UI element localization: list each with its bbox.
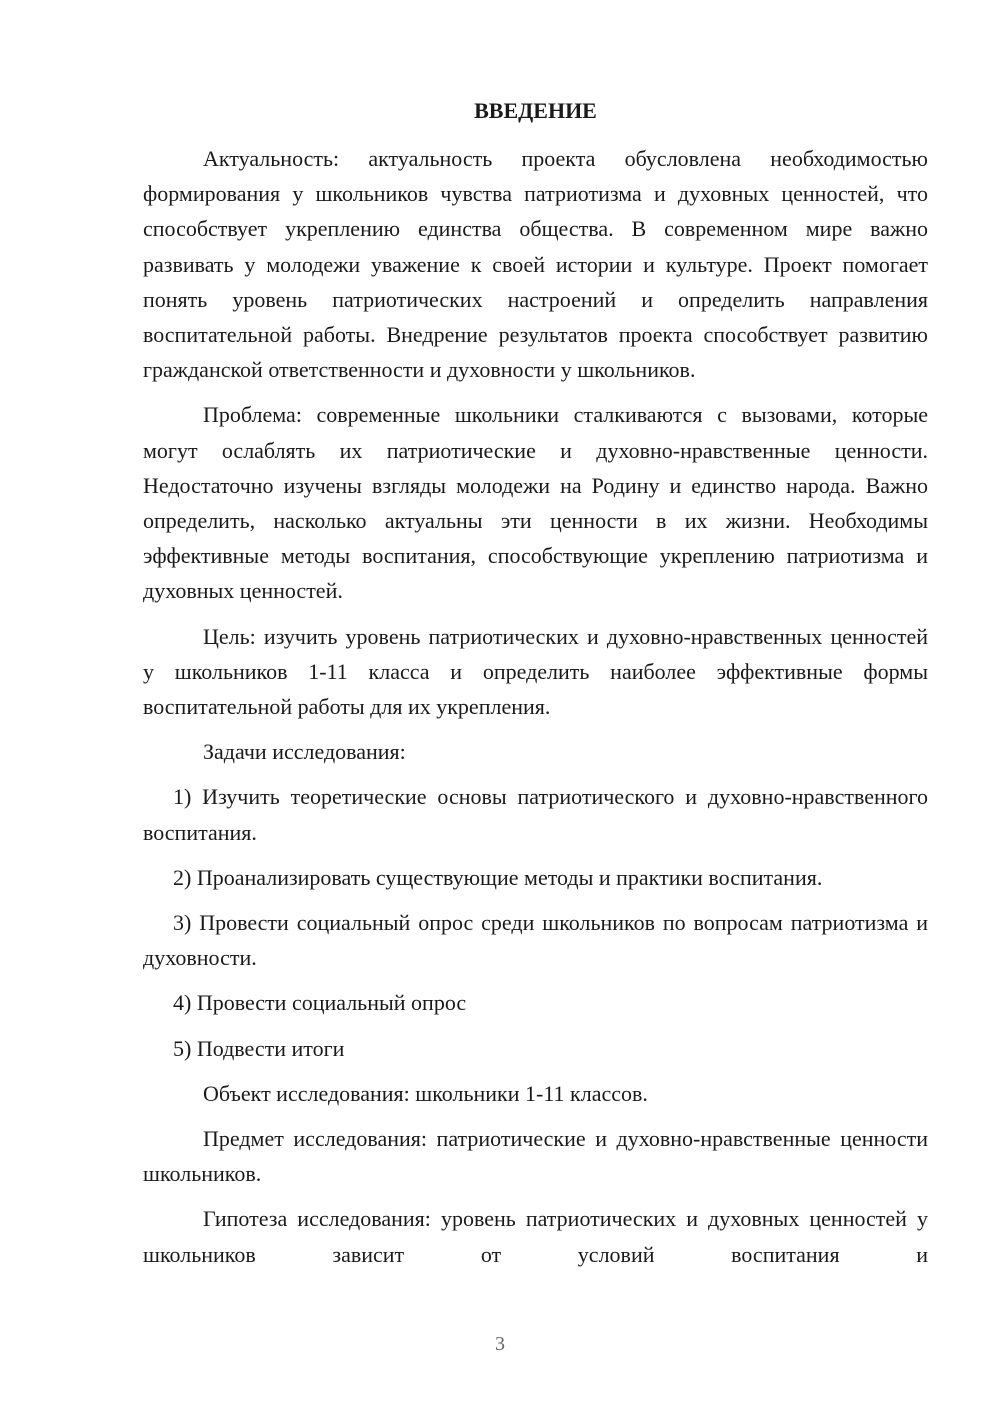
task-item-3: 3) Провести социальный опрос среди школьников по вопросам патриотизма и духовности. xyxy=(143,910,928,971)
tasks-title: Задачи исследования: xyxy=(203,739,406,765)
page-content xyxy=(143,96,928,1282)
object-paragraph: Объект исследования: школьники 1-11 классов. xyxy=(203,1080,648,1106)
task-item-1: 1) Изучить теоретические основы патриотического и духовно-нравственного воспитания. xyxy=(143,784,928,845)
relevance-paragraph: Актуальность: актуальность проекта обусловлена необходимостью формирования у школьников чувства патриотизма и духовных ценностей, что способствует укреплению единства общества. В современном мире важно развивать у молодежи уважение к своей истории и культуре. Проект помогает понять уровень патриотических настроений и определить направления воспитательной работы. Внедрение результатов проекта способствует развитию гражданской ответственности и духовности у школьников. xyxy=(143,146,928,383)
task-item-5: 5) Подвести итоги xyxy=(173,1035,345,1061)
problem-paragraph: Проблема: современные школьники сталкиваются с вызовами, которые могут ослаблять их патриотические и духовно-нравственные ценности. Недостаточно изучены взгляды молодежи на Родину и единство народа. Важно определить, насколько актуальны эти ценности в их жизни. Необходимы эффективные методы воспитания, способствующие укреплению патриотизма и духовных ценностей. xyxy=(143,402,928,604)
section-heading: ВВЕДЕНИЕ xyxy=(474,98,597,123)
task-item-4: 4) Провести социальный опрос xyxy=(173,990,467,1016)
task-item-2: 2) Проанализировать существующие методы и практики воспитания. xyxy=(173,864,823,890)
subject-paragraph: Предмет исследования: патриотические и духовно-нравственные ценности школьников. xyxy=(143,1126,928,1187)
goal-paragraph: Цель: изучить уровень патриотических и духовно-нравственных ценностей у школьников 1-11 класса и определить наиболее эффективные формы воспитательной работы для их укрепления. xyxy=(143,623,928,720)
page-number: 3 xyxy=(495,1333,505,1355)
hypothesis-paragraph: Гипотеза исследования: уровень патриотических и духовных ценностей у школьников зависит от условий воспитания и xyxy=(143,1206,928,1267)
